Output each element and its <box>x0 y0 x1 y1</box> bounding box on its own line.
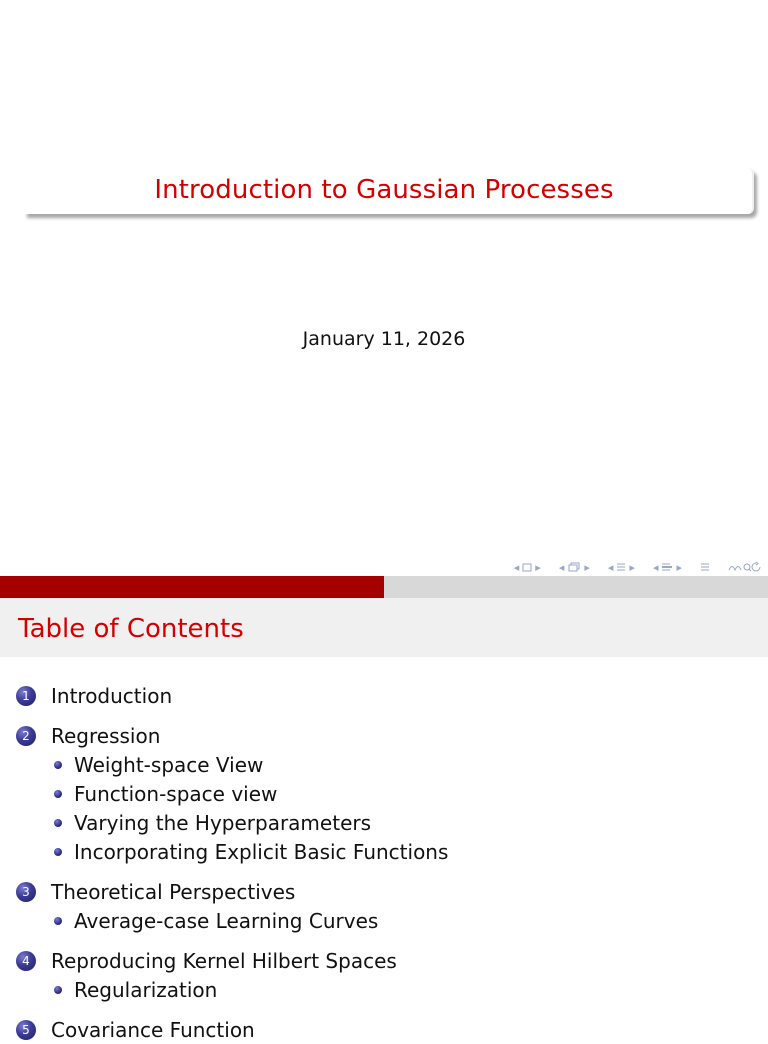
bullet-icon <box>54 986 62 994</box>
toc-subsection[interactable] <box>16 808 768 837</box>
bullet-icon <box>54 917 62 925</box>
toc-slide <box>0 576 768 1042</box>
presentation-title: Introduction to Gaussian Processes <box>154 175 614 205</box>
nav-frame-group[interactable] <box>514 561 541 574</box>
toc-section[interactable] <box>16 878 768 906</box>
section-number-ball-icon: 4 <box>16 951 36 971</box>
bullet-icon <box>54 761 62 769</box>
toc-subsection-label[interactable]: Incorporating Explicit Basic Functions <box>74 839 449 864</box>
nav-section-end-group[interactable] <box>653 561 682 574</box>
toc-subsection-label[interactable]: Regularization <box>74 977 218 1002</box>
section-number-ball-icon: 2 <box>16 726 36 746</box>
nav-align-icon[interactable] <box>700 562 710 573</box>
nav-section-end-icon[interactable] <box>661 562 673 573</box>
frame-title: Table of Contents <box>18 614 244 644</box>
toc-subsection-label[interactable]: Weight-space View <box>74 752 264 777</box>
toc-section[interactable] <box>16 947 768 975</box>
nav-left-arrow-icon[interactable]: ◂ <box>558 560 565 574</box>
progress-bar <box>0 576 768 598</box>
toc-subsection[interactable] <box>16 779 768 808</box>
bullet-icon <box>54 848 62 856</box>
nav-search-icon[interactable] <box>728 562 762 573</box>
nav-section-icon[interactable] <box>616 562 626 573</box>
toc-subsection-label[interactable]: Varying the Hyperparameters <box>74 810 372 835</box>
nav-subsection-group[interactable] <box>559 561 590 574</box>
toc-subsection-label[interactable]: Average-case Learning Curves <box>74 908 379 933</box>
toc-section-label[interactable]: Reproducing Kernel Hilbert Spaces <box>51 949 397 973</box>
nav-subsection-icon[interactable] <box>567 562 581 573</box>
toc-subsection[interactable] <box>16 837 768 866</box>
nav-right-arrow-icon[interactable]: ▸ <box>584 560 590 574</box>
nav-left-arrow-icon[interactable]: ◂ <box>607 560 614 574</box>
bullet-icon <box>54 790 62 798</box>
bullet-icon <box>54 819 62 827</box>
nav-align-group[interactable] <box>700 562 710 573</box>
progress-fill <box>0 576 384 598</box>
nav-left-arrow-icon[interactable]: ◂ <box>652 560 659 574</box>
presentation-date: January 11, 2026 <box>302 328 466 350</box>
nav-right-arrow-icon[interactable]: ▸ <box>629 560 635 574</box>
nav-right-arrow-icon[interactable]: ▸ <box>676 560 682 574</box>
section-number-ball-icon: 3 <box>16 882 36 902</box>
nav-section-group[interactable] <box>608 561 635 574</box>
nav-left-arrow-icon[interactable]: ◂ <box>513 560 520 574</box>
nav-search-group[interactable] <box>728 562 762 573</box>
toc-subsection[interactable] <box>16 906 768 935</box>
toc-subsection[interactable] <box>16 750 768 779</box>
toc-subsection-label[interactable]: Function-space view <box>74 781 278 806</box>
toc-section-label[interactable]: Introduction <box>51 684 173 708</box>
nav-right-arrow-icon[interactable]: ▸ <box>535 560 541 574</box>
toc-section-label[interactable]: Regression <box>51 724 161 748</box>
toc-section[interactable] <box>16 682 768 710</box>
toc-subsection[interactable] <box>16 975 768 1004</box>
table-of-contents <box>16 682 768 1044</box>
toc-section[interactable] <box>16 1016 768 1044</box>
toc-section-label[interactable]: Theoretical Perspectives <box>51 880 296 904</box>
section-number-ball-icon: 1 <box>16 686 36 706</box>
nav-frame-icon[interactable] <box>522 563 532 572</box>
toc-section[interactable] <box>16 722 768 750</box>
beamer-navigation-bar <box>514 559 762 575</box>
section-number-ball-icon: 5 <box>16 1020 36 1040</box>
toc-section-label[interactable]: Covariance Function <box>51 1018 255 1042</box>
